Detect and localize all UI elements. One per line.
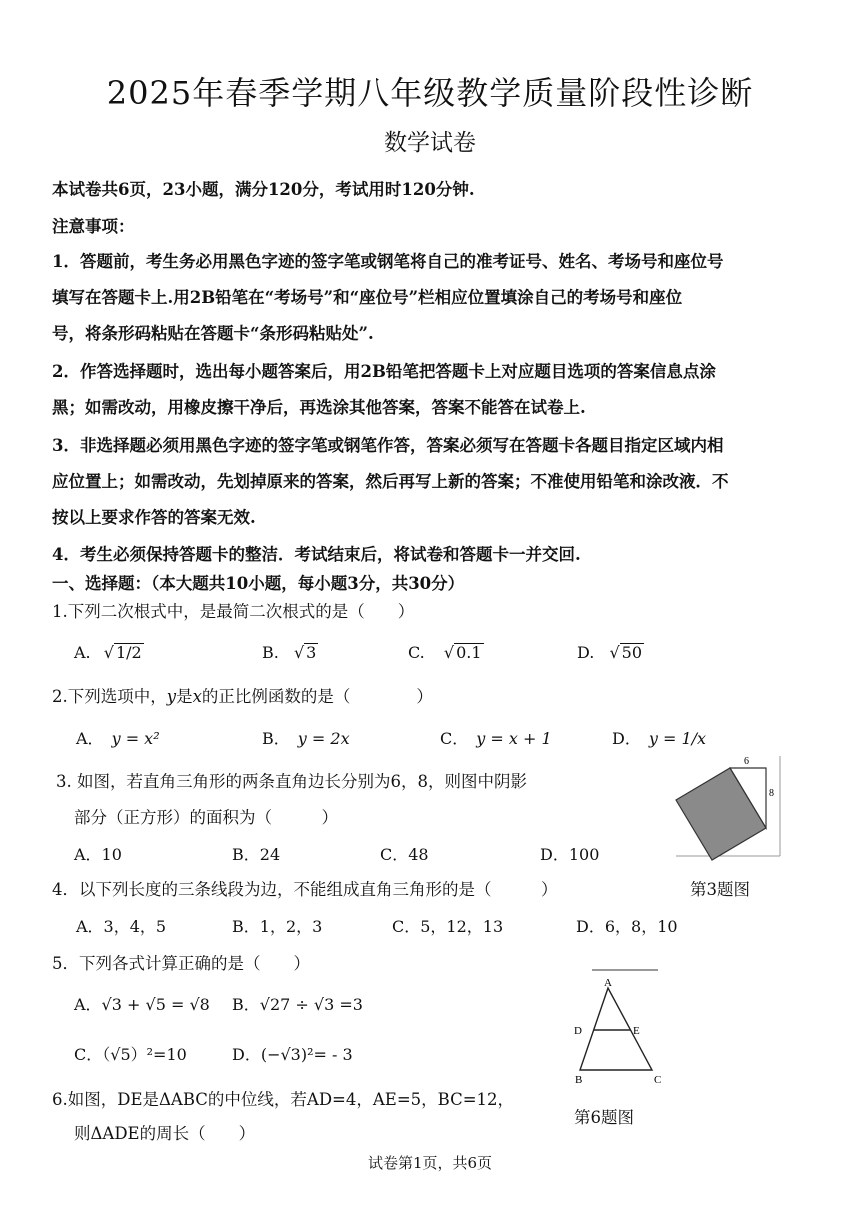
q3-option-a: A．10	[74, 845, 122, 864]
q4-option-d: D．6，8，10	[576, 917, 678, 936]
q6-label-a: A	[604, 977, 612, 989]
section-heading: 一、选择题：（本大题共10小题，每小题3分，共30分）	[52, 574, 465, 593]
q4-stem: 4．以下列长度的三条线段为边，不能组成直角三角形的是（ ）	[52, 880, 558, 899]
notice-1-line-1: 1．答题前，考生务必用黑色字迹的签字笔或钢笔将自己的准考证号、姓名、考场号和座位号	[52, 252, 724, 271]
notice-3-line-2: 应位置上；如需改动，先划掉原来的答案，然后再写上新的答案；不准使用铅笔和涂改液．不	[52, 472, 729, 491]
q5-option-b: B．√27 ÷ √3 =3	[232, 995, 363, 1014]
q2-option-c: C． y = x + 1	[440, 729, 552, 748]
notice-2-line-1: 2．作答选择题时，选出每小题答案后，用2B铅笔把答题卡上对应题目选项的答案信息点涂	[52, 362, 716, 381]
notice-heading: 注意事项：	[52, 217, 135, 236]
q6-label-b: B	[575, 1074, 583, 1086]
q5-option-a: A．√3 + √5 = √8	[74, 995, 210, 1014]
q5-option-c: C．（√5）²=10	[74, 1045, 187, 1064]
q3-option-b: B．24	[232, 845, 281, 864]
q5-stem: 5．下列各式计算正确的是（ ）	[52, 954, 310, 973]
q3-option-d: D．100	[540, 845, 600, 864]
q1-option-c: C. √ 0.1	[408, 643, 482, 662]
q3-caption: 第3题图	[690, 880, 750, 899]
q6-caption: 第6题图	[574, 1108, 634, 1127]
q1-option-b: B. √ 3	[262, 643, 317, 662]
intro-text: 本试卷共6页，23小题，满分120分，考试用时120分钟.	[52, 180, 475, 199]
page-subtitle: 数学试卷	[384, 130, 476, 156]
q6-label-c: C	[654, 1074, 662, 1086]
notice-3-line-3: 按以上要求作答的答案无效.	[52, 508, 256, 527]
q6-label-d: D	[574, 1025, 582, 1037]
page-title: 2025年春季学期八年级教学质量阶段性诊断	[106, 74, 754, 112]
q3-stem-line-2: 部分（正方形）的面积为（ ）	[74, 808, 338, 827]
q3-stem-line-1: 3. 如图，若直角三角形的两条直角边长分别为6，8，则图中阴影	[56, 772, 527, 791]
q6-stem-line-2: 则ΔADE的周长（ ）	[74, 1124, 256, 1143]
q1-stem: 1.下列二次根式中，是最简二次根式的是（ ）	[52, 602, 415, 621]
q2-option-a: A． y = x²	[76, 729, 160, 748]
notice-1-line-2: 填写在答题卡上.用2B铅笔在“考场号”和“座位号”栏相应位置填涂自己的考场号和座位	[52, 288, 683, 307]
q1-option-d: D. √ 50	[577, 643, 642, 662]
q6-stem-line-1: 6.如图，DE是ΔABC的中位线，若AD=4，AE=5，BC=12，	[52, 1090, 515, 1109]
q3-label-6: 6	[744, 756, 749, 767]
q6-triangle	[580, 988, 652, 1070]
notice-2-line-2: 黑；如需改动，用橡皮擦干净后，再选涂其他答案，答案不能答在试卷上.	[52, 398, 586, 417]
q5-option-d: D．(−√3)²= - 3	[232, 1045, 353, 1064]
q3-label-8: 8	[769, 788, 774, 799]
q2-stem: 2.下列选项中，y是x的正比例函数的是（ ）	[52, 687, 433, 706]
q3-option-c: C．48	[380, 845, 429, 864]
q6-label-e: E	[633, 1025, 640, 1037]
q1-option-a: A. √ 1/2	[74, 643, 142, 662]
q3-figure	[670, 752, 790, 864]
notice-3-line-1: 3．非选择题必须用黑色字迹的签字笔或钢笔作答，答案必须写在答题卡各题目指定区域内相	[52, 436, 724, 455]
q3-shaded-square	[676, 768, 766, 860]
notice-1-line-3: 号，将条形码粘贴在答题卡“条形码粘贴处”.	[52, 324, 374, 343]
q4-option-c: C．5，12，13	[392, 917, 504, 936]
q4-option-b: B．1，2，3	[232, 917, 323, 936]
q2-option-d: D． y = 1/x	[612, 729, 707, 748]
q4-option-a: A．3，4，5	[76, 917, 167, 936]
notice-4-line-1: 4．考生必须保持答题卡的整洁．考试结束后，将试卷和答题卡一并交回.	[52, 545, 581, 564]
page-footer: 试卷第1页，共6页	[367, 1154, 493, 1172]
q2-option-b: B． y = 2x	[262, 729, 350, 748]
q6-figure	[570, 964, 680, 1088]
